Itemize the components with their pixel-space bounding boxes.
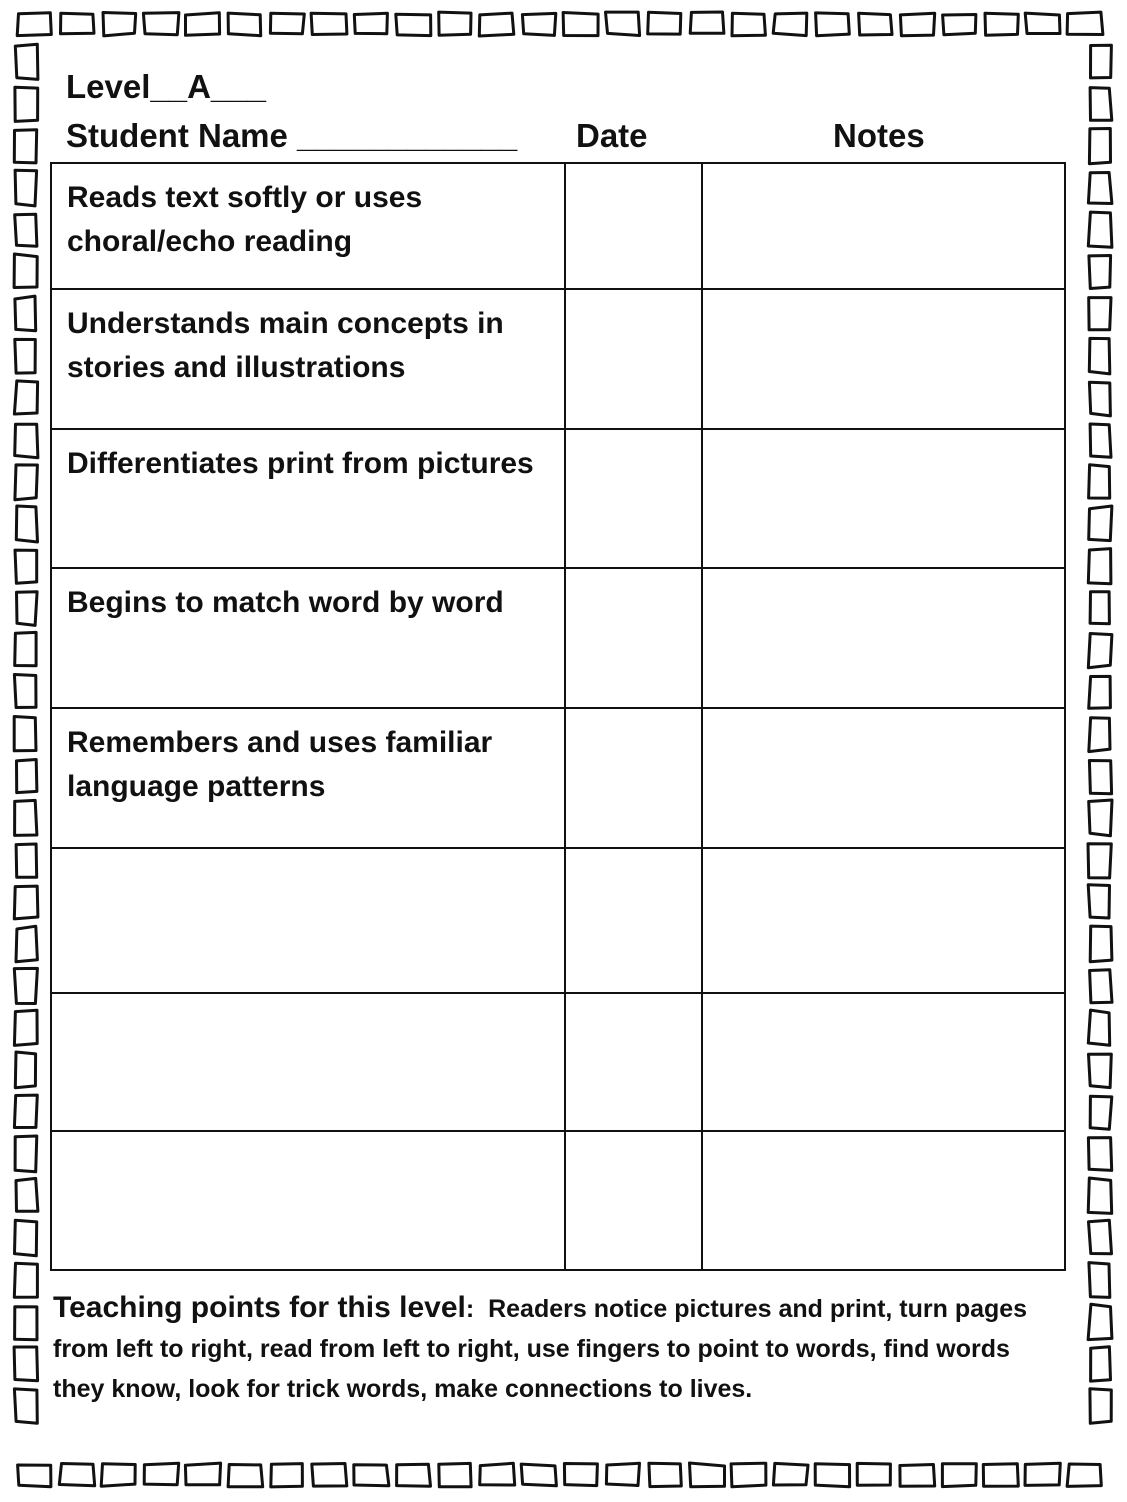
border-square-icon [1089, 298, 1111, 330]
border-square-icon [943, 15, 976, 35]
border-square-icon [1089, 129, 1110, 164]
border-square-icon [773, 13, 807, 35]
border-square-icon [14, 717, 36, 751]
border-square-icon [649, 1463, 681, 1486]
skill-cell: Understands main concepts in stories and illustrations [51, 289, 565, 429]
notes-cell[interactable] [702, 708, 1065, 848]
table-row [51, 993, 1065, 1131]
border-square-icon [1089, 761, 1111, 794]
teaching-points-label: Teaching points for this level [53, 1291, 466, 1324]
table-row [51, 848, 1065, 993]
border-square-icon [14, 1010, 37, 1045]
skill-cell[interactable] [51, 993, 565, 1131]
border-square-icon [857, 1463, 890, 1485]
border-square-icon [648, 12, 681, 34]
border-square-icon [815, 1464, 849, 1487]
border-square-icon [606, 12, 640, 35]
border-square-icon [14, 1263, 37, 1297]
border-square-icon [396, 14, 431, 35]
notes-cell[interactable] [702, 848, 1065, 993]
border-square-icon [397, 1464, 431, 1486]
notes-column-header: Notes [833, 117, 925, 154]
border-square-icon [17, 760, 37, 793]
skill-cell: Reads text softly or uses choral/echo reading [51, 163, 565, 289]
border-square-icon [14, 1389, 37, 1423]
border-square-icon [1090, 424, 1111, 457]
border-square-icon [15, 87, 38, 121]
border-square-icon [270, 13, 304, 34]
border-square-icon [1088, 173, 1112, 204]
border-square-icon [1088, 549, 1111, 584]
border-square-icon [732, 13, 765, 36]
border-square-icon [1089, 338, 1110, 374]
border-square-icon [1089, 800, 1112, 836]
border-square-icon [354, 1465, 389, 1486]
table-row [51, 568, 1065, 708]
border-square-icon [731, 1463, 766, 1487]
border-square-icon [773, 1463, 808, 1485]
border-square-icon [271, 1464, 303, 1487]
border-square-icon [521, 1464, 556, 1486]
border-square-icon [1089, 506, 1112, 541]
border-square-icon [15, 296, 36, 331]
level-label: Level__A___ [66, 68, 266, 105]
border-square-icon [1088, 1304, 1112, 1339]
border-square-icon [1090, 88, 1112, 121]
border-square-icon [15, 1136, 37, 1172]
border-square-icon [14, 968, 37, 1003]
border-square-icon [480, 1463, 515, 1485]
border-square-icon [439, 12, 471, 35]
border-square-icon [312, 1464, 347, 1487]
date-cell[interactable] [565, 163, 702, 289]
border-square-icon [143, 13, 179, 35]
date-cell[interactable] [565, 429, 702, 568]
border-square-icon [228, 1465, 263, 1487]
border-square-icon [942, 1464, 976, 1487]
border-square-icon [1088, 885, 1109, 918]
border-square-icon [1089, 1263, 1110, 1298]
border-square-icon [1088, 844, 1111, 878]
date-cell[interactable] [565, 568, 702, 708]
assessment-table [50, 162, 1066, 1271]
border-square-icon [101, 1464, 135, 1486]
border-square-icon [15, 800, 37, 835]
border-square-icon [15, 1220, 37, 1256]
border-square-icon [1089, 718, 1110, 752]
table-row [51, 289, 1065, 429]
border-square-icon [690, 12, 724, 33]
border-square-icon [563, 13, 598, 36]
border-square-icon [1025, 1463, 1060, 1485]
notes-cell[interactable] [702, 1131, 1065, 1270]
border-square-icon [1089, 1220, 1112, 1254]
border-square-icon [15, 44, 38, 79]
border-square-icon [103, 13, 136, 36]
border-square-icon [983, 1464, 1018, 1487]
border-square-icon [15, 465, 38, 500]
notes-cell[interactable] [702, 568, 1065, 708]
border-square-icon [15, 1307, 37, 1340]
border-square-icon [1091, 45, 1112, 78]
table-row [51, 1131, 1065, 1270]
border-square-icon [354, 13, 387, 33]
border-square-icon [15, 632, 36, 665]
border-square-icon [816, 13, 850, 36]
border-square-icon [1067, 12, 1103, 34]
date-cell[interactable] [565, 993, 702, 1131]
border-square-icon [144, 1463, 179, 1484]
border-square-icon [1025, 13, 1060, 33]
border-square-icon [564, 1464, 597, 1486]
border-square-icon [900, 1465, 935, 1487]
date-cell[interactable] [565, 289, 702, 429]
skill-cell[interactable] [51, 1131, 565, 1270]
border-square-icon [606, 1463, 639, 1485]
border-square-icon [311, 13, 347, 34]
table-row [51, 429, 1065, 568]
border-square-icon [1089, 1054, 1112, 1088]
border-square-icon [16, 844, 37, 877]
border-square-icon [1089, 256, 1111, 289]
border-square-icon [1090, 970, 1112, 1003]
border-square-icon [1089, 465, 1110, 498]
border-square-icon [1089, 382, 1110, 416]
border-square-icon [1088, 634, 1112, 668]
border-square-icon [479, 13, 514, 36]
table-row [51, 708, 1065, 848]
border-square-icon [1091, 1347, 1111, 1381]
border-square-icon [439, 1463, 471, 1486]
border-square-icon [15, 170, 36, 206]
border-square-icon [16, 506, 37, 542]
border-square-icon [690, 1463, 725, 1487]
border-square-icon [1088, 212, 1112, 247]
notes-cell[interactable] [702, 429, 1065, 568]
date-cell[interactable] [565, 708, 702, 848]
teaching-points-separator: : [465, 1295, 475, 1323]
border-square-icon [15, 214, 37, 246]
border-square-icon [900, 13, 934, 36]
border-square-icon [14, 254, 37, 288]
border-square-icon [1090, 926, 1112, 962]
notes-cell[interactable] [702, 163, 1065, 289]
border-square-icon [1090, 1389, 1111, 1424]
date-column-header: Date [576, 117, 648, 154]
border-square-icon [1088, 1178, 1112, 1213]
border-square-icon [16, 926, 37, 962]
border-square-icon [14, 1347, 37, 1381]
notes-cell[interactable] [702, 993, 1065, 1131]
border-square-icon [59, 1464, 94, 1486]
border-square-icon [15, 424, 38, 457]
border-square-icon [186, 13, 220, 36]
border-square-icon [61, 13, 95, 34]
border-square-icon [15, 1052, 35, 1088]
skill-cell: Differentiates print from pictures [51, 429, 565, 568]
skill-cell[interactable] [51, 848, 565, 993]
student-name-label: Student Name ____________ [66, 117, 518, 154]
border-square-icon [15, 339, 36, 373]
teaching-points [53, 1288, 1063, 1409]
border-square-icon [859, 13, 892, 35]
border-square-icon [15, 550, 37, 583]
border-square-icon [1067, 1464, 1101, 1486]
notes-cell[interactable] [702, 289, 1065, 429]
border-square-icon [14, 130, 36, 163]
border-square-icon [14, 886, 38, 919]
border-square-icon [14, 1095, 37, 1127]
border-square-icon [522, 13, 555, 35]
border-square-icon [17, 13, 51, 36]
border-square-icon [1088, 1010, 1109, 1045]
border-square-icon [16, 1178, 38, 1211]
table-row [51, 163, 1065, 289]
skill-cell: Begins to match word by word [51, 568, 565, 708]
date-cell[interactable] [565, 848, 702, 993]
skill-cell: Remembers and uses familiar language patterns [51, 708, 565, 848]
border-square-icon [185, 1463, 220, 1485]
border-square-icon [17, 592, 38, 626]
border-square-icon [1088, 1138, 1111, 1171]
border-square-icon [14, 381, 37, 414]
border-square-icon [18, 1465, 51, 1487]
border-square-icon [985, 13, 1018, 35]
teaching-points-text: Readers notice pictures and print, turn pages from left to right, read from left to right, use fingers to point to words, find words they know, look for trick words, make connections to lives. [53, 1295, 1028, 1403]
border-square-icon [1090, 1096, 1112, 1129]
border-square-icon [228, 13, 261, 36]
border-square-icon [1089, 676, 1111, 708]
border-square-icon [1090, 592, 1109, 624]
date-cell[interactable] [565, 1131, 702, 1270]
border-square-icon [14, 675, 36, 708]
